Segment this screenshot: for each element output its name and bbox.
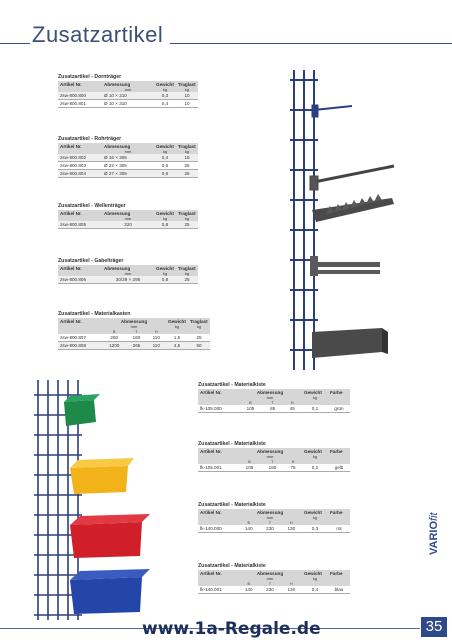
- cell: 160: [126, 334, 146, 342]
- unit-cell: mm: [238, 395, 302, 400]
- red-bin: [70, 514, 150, 558]
- dim-label: B: [238, 459, 261, 464]
- cell: 260: [102, 334, 126, 342]
- cell: 25: [176, 276, 198, 284]
- cell: 0,4: [302, 586, 328, 594]
- cell: blau: [328, 586, 350, 594]
- section-heading: Zusatzartikel - Materialkiste: [198, 382, 266, 388]
- section-dorntraeger: [58, 74, 198, 108]
- unit-cell: mm: [102, 87, 154, 92]
- cell: 140: [238, 525, 259, 533]
- rack-attachments-photo: [282, 70, 402, 370]
- cell: Ø 10 × 210: [102, 92, 154, 100]
- table-row: [58, 100, 198, 108]
- unit-cell: mm: [102, 149, 154, 154]
- table-row: [58, 154, 198, 162]
- cell: zsw-800.802: [58, 154, 102, 162]
- cell: grün: [328, 405, 350, 413]
- cell: 25: [176, 221, 198, 229]
- cell: 45: [282, 405, 302, 413]
- cell: 0,6: [154, 170, 176, 178]
- unit-cell: kg: [302, 515, 328, 520]
- spec-table: [58, 143, 198, 178]
- col-header: Abmessung: [238, 448, 302, 454]
- section-heading: Zusatzartikel - Gabelträger: [58, 258, 124, 264]
- cell: zsw-800.807: [58, 334, 102, 342]
- col-header: Abmessung: [102, 265, 154, 271]
- col-header: Gewicht: [166, 318, 188, 324]
- dim-label: T: [261, 459, 284, 464]
- dim-label: H: [147, 329, 167, 334]
- cell: 25: [176, 162, 198, 170]
- cell: 15: [176, 154, 198, 162]
- cell: 25: [188, 334, 210, 342]
- section-rohrtraeger: [58, 136, 198, 178]
- yellow-bin: [70, 458, 134, 494]
- cell: fk-140.001: [198, 586, 238, 594]
- cell: zsw-800.806: [58, 276, 102, 284]
- cell: 30/39 × 295: [102, 276, 154, 284]
- col-header: Gewicht: [302, 389, 328, 395]
- col-header: Traglast: [176, 210, 198, 216]
- dim-label: H: [281, 581, 302, 586]
- spec-table: [198, 389, 350, 413]
- col-header: Gewicht: [302, 509, 328, 515]
- col-header: Abmessung: [102, 81, 154, 87]
- table-row: [58, 334, 210, 342]
- cell: 10: [176, 92, 198, 100]
- dim-label: B: [238, 400, 263, 405]
- unit-cell: kg: [176, 87, 198, 92]
- section-materialkiste-yellow: [198, 441, 350, 472]
- unit-cell: kg: [154, 271, 176, 276]
- dim-label: H: [282, 400, 302, 405]
- table-row: [198, 525, 350, 533]
- unit-cell: kg: [302, 454, 328, 459]
- col-header: Abmessung: [102, 318, 166, 324]
- col-header: Gewicht: [154, 143, 176, 149]
- col-header: Artikel Nr.: [198, 570, 238, 576]
- col-header: Gewicht: [302, 448, 328, 454]
- cell: 0,4: [154, 100, 176, 108]
- cell: 0,8: [154, 276, 176, 284]
- section-gabeltraeger: [58, 258, 198, 284]
- table-row: [58, 342, 210, 350]
- col-header: Abmessung: [102, 143, 154, 149]
- dim-label: H: [281, 520, 302, 525]
- page-number: 35: [421, 617, 447, 637]
- col-header: Traglast: [176, 265, 198, 271]
- brand-sub: fit: [428, 512, 440, 521]
- brand-logo: [428, 512, 440, 555]
- table-row: [198, 586, 350, 594]
- col-header: Gewicht: [154, 81, 176, 87]
- cell: fk-140.000: [198, 525, 238, 533]
- cell: 85: [263, 405, 283, 413]
- col-header: Farbe: [328, 389, 350, 395]
- dim-label: B: [238, 581, 259, 586]
- unit-cell: kg: [154, 216, 176, 221]
- cell: 130: [281, 525, 302, 533]
- dim-label: T: [263, 400, 283, 405]
- table-row: [58, 221, 198, 229]
- cell: 140: [238, 586, 259, 594]
- cell: 320: [102, 221, 154, 229]
- cell: 160: [261, 464, 284, 472]
- cell: 1200: [102, 342, 126, 350]
- unit-cell: mm: [238, 454, 302, 459]
- cell: 265: [126, 342, 146, 350]
- col-header: Gewicht: [154, 210, 176, 216]
- page-title: Zusatzartikel: [32, 22, 164, 47]
- cell: rot: [328, 525, 350, 533]
- cell: fk-105.001: [198, 464, 238, 472]
- unit-cell: kg: [176, 271, 198, 276]
- unit-cell: kg: [166, 324, 188, 329]
- cell: 0,5: [154, 162, 176, 170]
- cell: zsw-800.800: [58, 92, 102, 100]
- col-header: Traglast: [188, 318, 210, 324]
- col-header: Abmessung: [238, 509, 302, 515]
- unit-cell: mm: [102, 216, 154, 221]
- col-header: Farbe: [328, 570, 350, 576]
- col-header: Abmessung: [238, 389, 302, 395]
- footer-url[interactable]: www.1a-Regale.de: [142, 619, 321, 639]
- cell: 0,3: [302, 525, 328, 533]
- col-header: Artikel Nr.: [58, 81, 102, 87]
- cell: 0,8: [154, 221, 176, 229]
- unit-cell: kg: [302, 576, 328, 581]
- unit-cell: kg: [188, 324, 210, 329]
- unit-cell: kg: [302, 395, 328, 400]
- table-row: [58, 92, 198, 100]
- table-row: [198, 405, 350, 413]
- spec-table: [58, 318, 210, 350]
- unit-cell: kg: [176, 216, 198, 221]
- table-row: [198, 464, 350, 472]
- spec-table: [198, 448, 350, 472]
- section-materialkasten: [58, 311, 210, 350]
- dim-label: T: [259, 581, 280, 586]
- spec-table: [58, 265, 198, 284]
- section-materialkiste-red: [198, 502, 350, 533]
- col-header: Artikel Nr.: [58, 265, 102, 271]
- cell: Ø 27 × 305: [102, 170, 154, 178]
- cell: fk-105.000: [198, 405, 238, 413]
- brand-main: VARIO: [428, 520, 440, 555]
- section-heading: Zusatzartikel - Materialkiste: [198, 441, 266, 447]
- dim-label: T: [126, 329, 146, 334]
- unit-cell: mm: [102, 271, 154, 276]
- cell: 230: [259, 525, 280, 533]
- section-materialkiste-green: [198, 382, 350, 413]
- col-header: Artikel Nr.: [198, 389, 238, 395]
- table-row: [58, 276, 198, 284]
- gabeltraeger-item: [310, 256, 380, 276]
- col-header: Traglast: [176, 81, 198, 87]
- cell: zsw-800.804: [58, 170, 102, 178]
- section-materialkiste-blue: [198, 563, 350, 594]
- rohrtraeger-item: [310, 166, 394, 190]
- section-heading: Zusatzartikel - Wellenträger: [58, 203, 126, 209]
- spec-table: [198, 570, 350, 594]
- cell: 0,1: [302, 405, 328, 413]
- spec-table: [58, 210, 198, 229]
- cell: 0,2: [302, 464, 328, 472]
- section-heading: Zusatzartikel - Rohrträger: [58, 136, 122, 142]
- cell: 10: [176, 100, 198, 108]
- col-header: Gewicht: [154, 265, 176, 271]
- cell: 110: [147, 334, 167, 342]
- cell: 105: [238, 464, 261, 472]
- col-header: Farbe: [328, 509, 350, 515]
- unit-cell: kg: [154, 87, 176, 92]
- cell: 105: [238, 405, 263, 413]
- materialkasten-item: [312, 328, 388, 358]
- cell: 50: [188, 342, 210, 350]
- green-bin: [64, 394, 100, 426]
- table-row: [58, 162, 198, 170]
- dim-label: T: [259, 520, 280, 525]
- cell: zsw-800.808: [58, 342, 102, 350]
- cell: 75: [284, 464, 302, 472]
- section-heading: Zusatzartikel - Materialkiste: [198, 563, 266, 569]
- cell: zsw-800.803: [58, 162, 102, 170]
- section-heading: Zusatzartikel - Materialkasten: [58, 311, 131, 317]
- col-header: Artikel Nr.: [58, 143, 102, 149]
- unit-cell: mm: [102, 324, 166, 329]
- col-header: Traglast: [176, 143, 198, 149]
- cell: 0,4: [154, 154, 176, 162]
- col-header: Artikel Nr.: [198, 509, 238, 515]
- dim-label: H: [284, 459, 302, 464]
- cell: 0,3: [154, 92, 176, 100]
- cell: Ø 16 × 305: [102, 154, 154, 162]
- col-header: Artikel Nr.: [58, 318, 102, 324]
- cell: zsw-800.805: [58, 221, 102, 229]
- section-wellentraeger: [58, 203, 198, 229]
- spec-table: [198, 509, 350, 533]
- bins-photo: [30, 380, 160, 620]
- table-row: [58, 170, 198, 178]
- unit-cell: kg: [176, 149, 198, 154]
- col-header: Gewicht: [302, 570, 328, 576]
- section-heading: Zusatzartikel - Materialkiste: [198, 502, 266, 508]
- dorntraeger-item: [312, 105, 352, 117]
- cell: 1,5: [166, 334, 188, 342]
- col-header: Abmessung: [102, 210, 154, 216]
- cell: zsw-800.801: [58, 100, 102, 108]
- unit-cell: mm: [238, 515, 302, 520]
- unit-cell: kg: [154, 149, 176, 154]
- cell: 110: [147, 342, 167, 350]
- cell: 130: [281, 586, 302, 594]
- col-header: Artikel Nr.: [58, 210, 102, 216]
- title-rule-right: [170, 43, 452, 44]
- col-header: Artikel Nr.: [198, 448, 238, 454]
- section-heading: Zusatzartikel - Dornträger: [58, 74, 122, 80]
- cell: Ø 22 × 305: [102, 162, 154, 170]
- title-rule-left: [0, 43, 30, 44]
- unit-cell: mm: [238, 576, 302, 581]
- blue-bin: [70, 569, 150, 614]
- wellentraeger-item: [312, 194, 394, 222]
- col-header: Farbe: [328, 448, 350, 454]
- cell: 230: [259, 586, 280, 594]
- cell: 25: [176, 170, 198, 178]
- spec-table: [58, 81, 198, 108]
- dim-label: B: [102, 329, 126, 334]
- col-header: Abmessung: [238, 570, 302, 576]
- dim-label: B: [238, 520, 259, 525]
- cell: 4,5: [166, 342, 188, 350]
- cell: Ø 10 × 310: [102, 100, 154, 108]
- cell: gelb: [328, 464, 350, 472]
